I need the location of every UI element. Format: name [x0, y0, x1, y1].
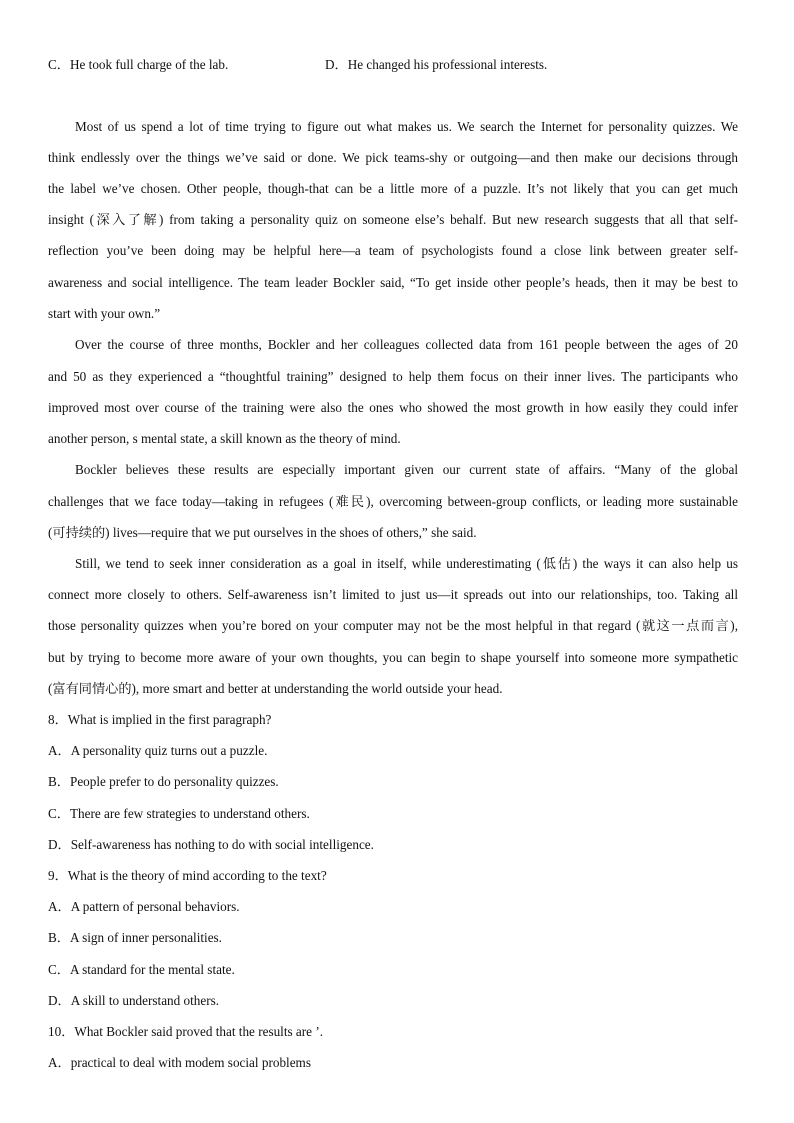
passage-line: (富有同情心的), more smart and better at understanding the world outside your head. — [48, 681, 503, 696]
passage-line: connect more closely to others. Self-awareness isn’t limited to just us—it spreads out into our relationships, too. Taking all — [48, 587, 738, 602]
question-stem: 8．What is implied in the first paragraph? — [48, 712, 272, 727]
passage-line: improved most over course of the training were also the ones who showed the most growth in how easily they could infer — [48, 400, 738, 415]
passage-line: the label we’ve chosen. Other people, though-that can be a little more of a puzzle. It’s not likely that you can get much — [48, 181, 738, 196]
prev-option-d: D．He changed his professional interests. — [325, 57, 548, 72]
passage-line: reflection you’ve been doing may be helpful here—a team of psychologists found a close link between greater self- — [48, 243, 738, 258]
passage-line: start with your own.” — [48, 306, 161, 321]
answer-option: C．A standard for the mental state. — [48, 962, 235, 977]
passage-line: challenges that we face today—taking in refugees (难民), overcoming between-group conflicts, or leading more sustainable — [48, 494, 738, 509]
passage-line: think endlessly over the things we’ve said or done. We pick teams-shy or outgoing—and then make our decisions through — [48, 150, 738, 165]
answer-option: B．People prefer to do personality quizzes. — [48, 774, 279, 789]
passage-line: Still, we tend to seek inner consideration as a goal in itself, while underestimating (低估) the ways it can also help us — [75, 556, 738, 571]
passage-line: another person, s mental state, a skill known as the theory of mind. — [48, 431, 401, 446]
passage-line: insight (深入了解) from taking a personality quiz on someone else’s behalf. But new research suggests that all that self- — [48, 212, 738, 227]
passage-line: those personality quizzes when you’re bored on your computer may not be the most helpful in that regard (就这一点而言), — [48, 618, 738, 633]
question-stem: 9．What is the theory of mind according to the text? — [48, 868, 327, 883]
answer-option: B．A sign of inner personalities. — [48, 930, 222, 945]
answer-option: A．A pattern of personal behaviors. — [48, 899, 240, 914]
passage-line: Bockler believes these results are especially important given our current state of affairs. “Many of the global — [75, 462, 738, 477]
prev-option-c: C．He took full charge of the lab. — [48, 57, 229, 72]
passage-line: Most of us spend a lot of time trying to figure out what makes us. We search the Internet for personality quizzes. We — [75, 119, 738, 134]
answer-option: A．practical to deal with modem social problems — [48, 1055, 311, 1070]
passage-line: Over the course of three months, Bockler and her colleagues collected data from 161 people between the ages of 20 — [75, 337, 738, 352]
passage-line: awareness and social intelligence. The team leader Bockler said, “To get inside other people’s heads, then it may be best to — [48, 275, 738, 290]
passage-line: (可持续的) lives—require that we put ourselves in the shoes of others,” she said. — [48, 525, 477, 540]
answer-option: C．There are few strategies to understand others. — [48, 806, 310, 821]
question-stem: 10．What Bockler said proved that the results are ’. — [48, 1024, 324, 1039]
answer-option: A．A personality quiz turns out a puzzle. — [48, 743, 268, 758]
passage-line: but by trying to become more aware of your own thoughts, you can begin to shape yourself into someone more sympathetic — [48, 650, 738, 665]
answer-option: D．Self-awareness has nothing to do with social intelligence. — [48, 837, 374, 852]
passage-line: and 50 as they experienced a “thoughtful training” designed to help them focus on their inner lives. The participants who — [48, 369, 738, 384]
answer-option: D．A skill to understand others. — [48, 993, 220, 1008]
